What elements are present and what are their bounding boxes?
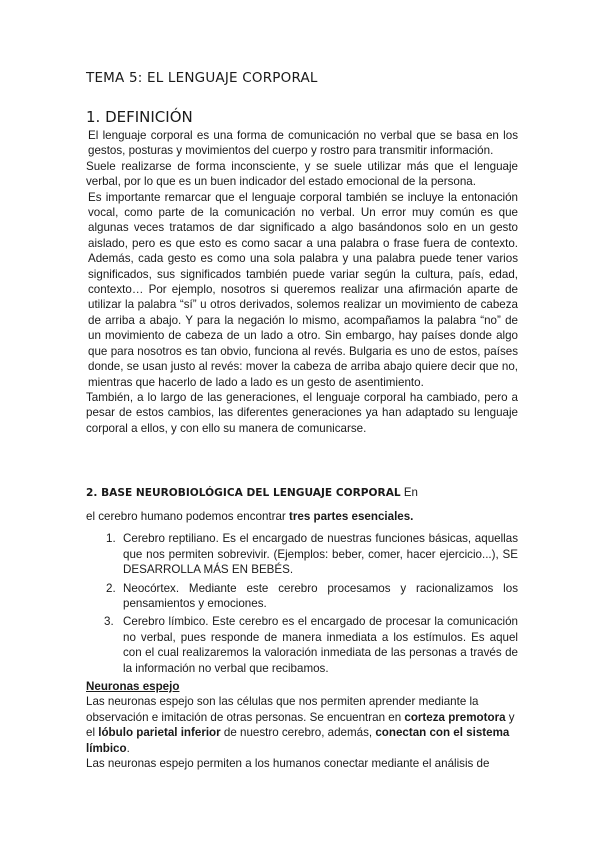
section-2-body: [86, 509, 518, 772]
list-text: Neocórtex. Mediante este cerebro procesamos y racionalizamos los pensamientos y emociones.: [123, 581, 518, 611]
intro-text: el cerebro humano podemos encontrar: [86, 510, 290, 523]
list-text: Cerebro reptiliano. Es el encargado de nuestras funciones básicas, aquellas que nos permiten sobrevivir. (Ejemplos: beber, comer, hacer ejercicio...), SE DESARROLLA MÁS EN BEBÉS.: [123, 532, 518, 577]
section-2-heading-text: 2. BASE NEUROBIOLÓGICA DEL LENGUAJE CORPORAL: [86, 487, 401, 499]
text: y el: [86, 710, 515, 740]
bold-text: lóbulo parietal inferior: [98, 726, 221, 740]
text: de nuestro cerebro, además,: [220, 726, 376, 740]
list-item: [86, 531, 518, 577]
section-1-body: [86, 128, 518, 436]
paragraph: Suele realizarse de forma inconsciente, y se suele utilizar más que el lenguaje verbal, por lo que es un buen indicador del estado emocional de la persona.: [86, 159, 518, 189]
section-2-heading-tail: En: [403, 487, 418, 499]
section-2-intro: [86, 509, 518, 524]
neuronas-espejo-heading: Neuronas espejo: [86, 680, 180, 694]
list-item: [86, 614, 518, 676]
neuronas-paragraph-2: Las neuronas espejo permiten a los humanos conectar mediante el análisis de: [86, 757, 490, 771]
list-item: [86, 581, 518, 612]
paragraph: También, a lo largo de las generaciones, el lenguaje corporal ha cambiado, pero a pesar de estos cambios, las diferentes generaciones ya han adaptado su lenguaje corporal a ellos, y con ello su manera de comunicarse.: [86, 390, 518, 435]
paragraph: El lenguaje corporal es una forma de comunicación no verbal que se basa en los gestos, posturas y movimientos del cuerpo y rostro para transmitir información.: [88, 129, 518, 158]
list-number: 1.: [106, 532, 116, 546]
brain-parts-list: [86, 531, 518, 676]
bold-text: conectan con el sistema límbico: [86, 726, 510, 755]
list-text: Cerebro límbico. Este cerebro es el encargado de procesar la comunicación no verbal, pues responde de manera inmediata a los estímulos. Es aquel con el cual realizaremos la valoración inmediata de las personas a través de la información no verbal que recibamos.: [123, 615, 518, 675]
document-title: TEMA 5: EL LENGUAJE CORPORAL: [86, 70, 318, 86]
list-number: 3.: [104, 615, 114, 629]
paragraph: Es importante remarcar que el lenguaje corporal también se incluye la entonación vocal, como parte de la comunicación no verbal. Un error muy común es que algunas veces tratamos de dar significado a algo basándonos solo en un gesto aislado, pero es que esto es como sacar a una palabra o frase fuera de contexto. Además, cada gesto es como una sola palabra y una palabra puede tener varios significados, sus significados también puede variar según la cultura, país, edad, contexto… Por ejemplo, nosotros si queremos realizar una afirmación aparte de utilizar la palabra “sí” u otros derivados, solemos realizar un movimiento de cabeza de arriba a abajo. Y para la negación lo mismo, acompañamos la palabra “no” de un movimiento de cabeza de un lado a otro. Sin embargo, hay países donde algo que para nosotros es tan obvio, funciona al revés. Bulgaria es uno de estos, países donde, se usan justo al revés: mover la cabeza de arriba abajo quiere decir que no, mientras que hacerlo de lado a lado es un gesto de asentimiento.: [88, 190, 518, 389]
section-1-heading: 1. DEFINICIÓN: [86, 108, 193, 126]
text: Las neuronas espejo son las células que nos permiten aprender mediante la observación e imitación de otras personas. Se encuentran en: [86, 695, 479, 724]
list-number: 2.: [106, 581, 116, 595]
neuronas-paragraph-1: [86, 694, 518, 756]
intro-bold: tres partes esenciales.: [289, 510, 414, 523]
bold-text: corteza premotora: [404, 710, 506, 724]
section-2-heading: [86, 487, 418, 499]
text: .: [126, 741, 130, 755]
